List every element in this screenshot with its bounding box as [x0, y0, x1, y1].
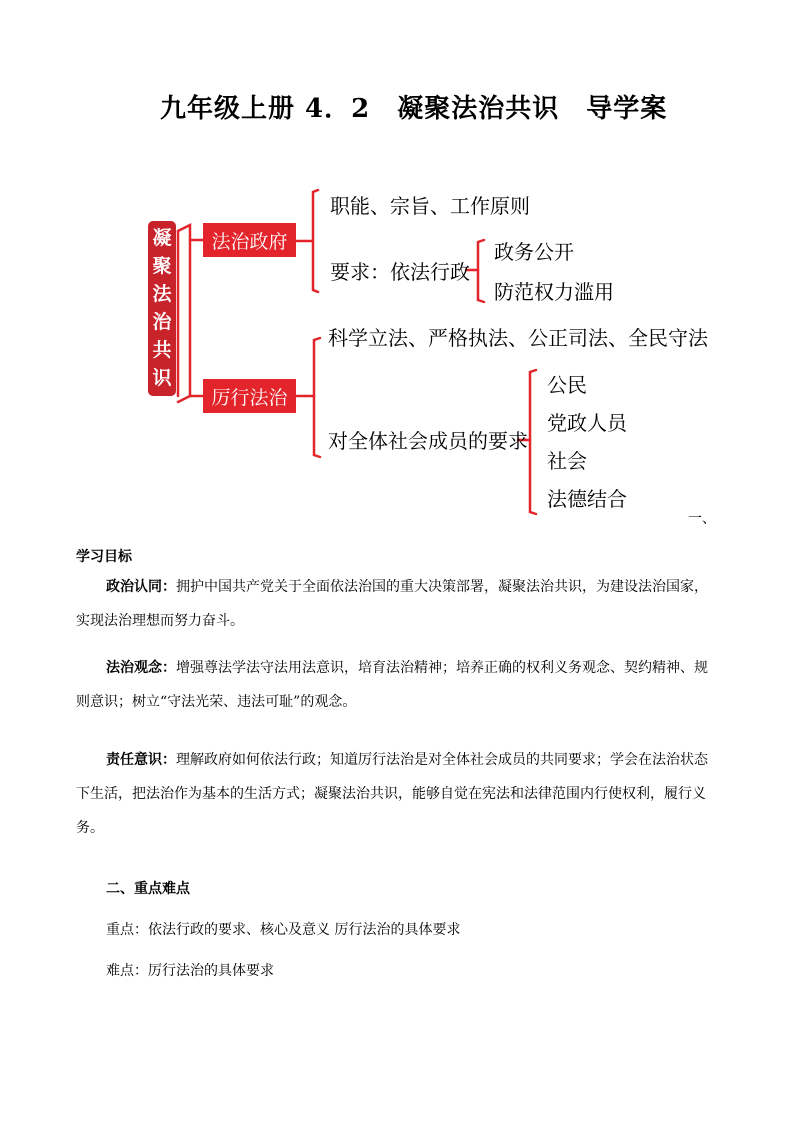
goal-label: 政治认同 [106, 579, 162, 595]
sub1-item: 政务公开 [494, 240, 574, 264]
goal-text: 拥护中国共产党关于全面依法治国的重大决策部署，凝聚法治共识，为建设法治国家，实现法治理想而努力奋斗。 [76, 579, 708, 629]
sub1-item: 防范权力滥用 [494, 280, 614, 304]
goals-heading: 学习目标 [76, 549, 132, 565]
branch2-item-requirement: 对全体社会成员的要求 [328, 429, 528, 453]
key-point: 重点：依法行政的要求、核心及意义 厉行法治的具体要求 [106, 922, 461, 938]
difficult-point: 难点：厉行法治的具体要求 [106, 963, 274, 979]
key-heading: 二、重点难点 [106, 881, 190, 897]
sub2-item: 法德结合 [547, 487, 627, 511]
branch-lixing-fazhi: 厉行法治 [203, 379, 296, 413]
mindmap-root: 凝 聚 法 治 共 识 [148, 221, 176, 396]
sub2-item: 党政人员 [547, 411, 627, 435]
root-bracket [178, 225, 190, 402]
section-marker: 一、 [688, 511, 716, 527]
branch1-item-requirement: 要求：依法行政 [330, 260, 470, 284]
branch1-item-functions: 职能、宗旨、工作原则 [330, 194, 530, 218]
sub1-bracket [478, 240, 484, 302]
goal-text: 理解政府如何依法行政；知道厉行法治是对全体社会成员的共同要求；学会在法治状态下生活，把法治作为基本的生活方式；凝聚法治共识，能够自觉在宪法和法律范围内行使权利，履行义务。 [76, 752, 708, 836]
branch-fazhi-zhengfu: 法治政府 [203, 223, 296, 257]
goal-paragraph: 法治观念：增强尊法学法守法用法意识，培育法治精神；培养正确的权利义务观念、契约精神、规则意识；树立“守法光荣、违法可耻”的观念。 [76, 660, 708, 710]
branch2-item-principles: 科学立法、严格执法、公正司法、全民守法 [328, 326, 708, 350]
page-title: 九年级上册 4．2 凝聚法治共识 导学案 [160, 94, 668, 124]
goal-paragraph: 责任意识：理解政府如何依法行政；知道厉行法治是对全体社会成员的共同要求；学会在法治状态下生活，把法治作为基本的生活方式；凝聚法治共识，能够自觉在宪法和法律范围内行使权利，履行义务。 [76, 752, 708, 836]
goal-label: 责任意识 [106, 752, 162, 768]
goal-text: 增强尊法学法守法用法意识，培育法治精神；培养正确的权利义务观念、契约精神、规则意识；树立“守法光荣、违法可耻”的观念。 [76, 660, 708, 710]
sub2-bracket [530, 370, 536, 514]
branch2-bracket [314, 338, 320, 457]
goal-label: 法治观念 [106, 660, 162, 676]
goal-paragraph: 政治认同：拥护中国共产党关于全面依法治国的重大决策部署，凝聚法治共识，为建设法治国家，实现法治理想而努力奋斗。 [76, 579, 708, 629]
sub2-item: 公民 [547, 373, 587, 397]
sub2-item: 社会 [547, 449, 587, 473]
